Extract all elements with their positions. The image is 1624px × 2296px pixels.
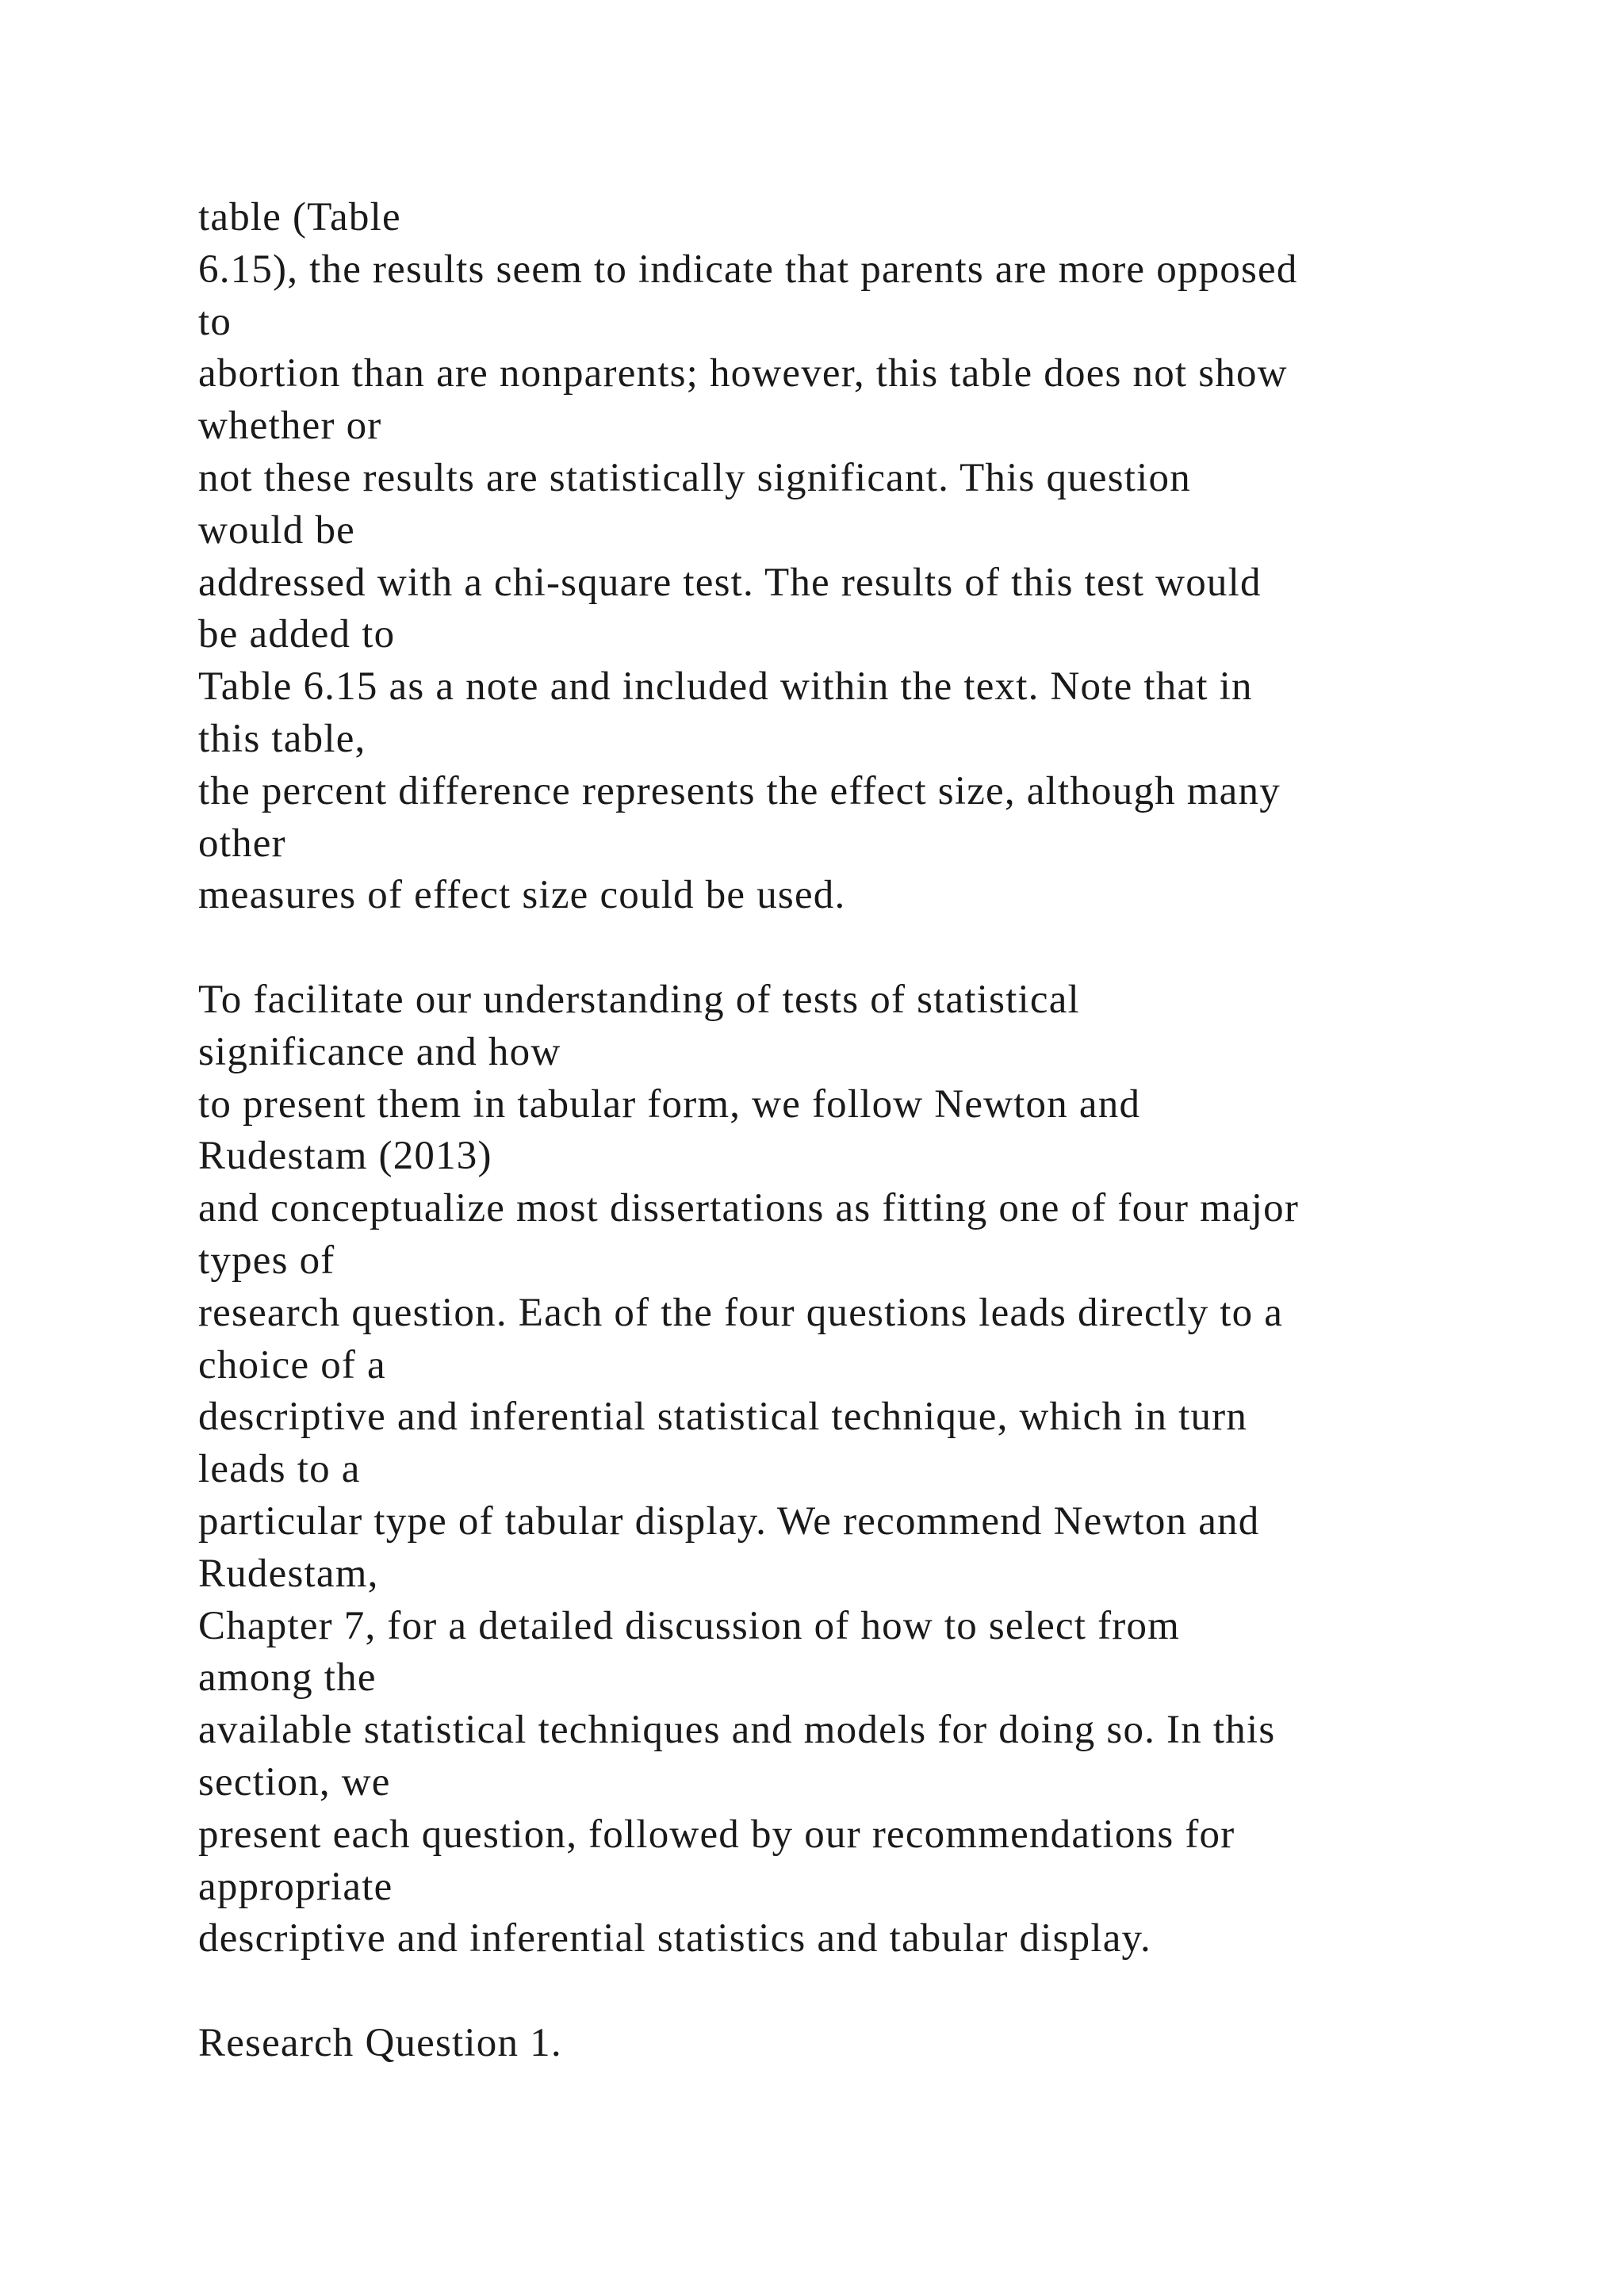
text-line: other — [198, 821, 286, 866]
text-line: to — [198, 299, 232, 344]
text-line: abortion than are nonparents; however, this table does not show — [198, 351, 1288, 396]
text-line: descriptive and inferential statistical technique, which in turn — [198, 1395, 1248, 1440]
text-line: be added to — [198, 612, 396, 657]
text-line: types of — [198, 1238, 335, 1283]
paragraph-gap — [198, 1965, 1515, 2018]
text-line: Rudestam, — [198, 1551, 379, 1596]
text-line: Table 6.15 as a note and included within the text. Note that in — [198, 664, 1253, 710]
text-line: to present them in tabular form, we follow Newton and — [198, 1081, 1141, 1127]
text-line: choice of a — [198, 1342, 386, 1387]
text-line: leads to a — [198, 1447, 361, 1492]
text-line: measures of effect size could be used. — [198, 873, 846, 918]
paragraph-2 — [198, 974, 1515, 1965]
section-heading — [198, 2018, 1515, 2070]
text-line: section, we — [198, 1759, 391, 1804]
text-line: this table, — [198, 716, 366, 761]
paragraph-gap — [198, 922, 1515, 974]
text-line: significance and how — [198, 1029, 561, 1074]
text-line: table (Table — [198, 195, 401, 239]
text-line: particular type of tabular display. We recommend Newton and — [198, 1498, 1260, 1544]
text-line: 6.15), the results seem to indicate that parents are more opposed — [198, 247, 1298, 292]
text-line: appropriate — [198, 1864, 393, 1909]
text-line: available statistical techniques and models for doing so. In this — [198, 1708, 1276, 1753]
document-page — [198, 192, 1515, 2070]
text-line: research question. Each of the four questions leads directly to a — [198, 1290, 1284, 1335]
text-line: the percent difference represents the effect size, although many — [198, 768, 1281, 813]
text-line: addressed with a chi-square test. The results of this test would — [198, 560, 1262, 605]
text-line: Rudestam (2013) — [198, 1134, 492, 1179]
text-line: Chapter 7, for a detailed discussion of how to select from — [198, 1603, 1181, 1648]
research-question-heading: Research Question 1. — [198, 2020, 562, 2065]
text-line: and conceptualize most dissertations as fitting one of four major — [198, 1186, 1300, 1231]
text-line: not these results are statistically significant. This question — [198, 455, 1191, 500]
paragraph-1 — [198, 192, 1515, 922]
text-line: whether or — [198, 404, 382, 449]
text-line: among the — [198, 1655, 377, 1701]
text-line: To facilitate our understanding of tests of statistical — [198, 977, 1080, 1022]
text-line: descriptive and inferential statistics and tabular display. — [198, 1916, 1151, 1961]
text-line: present each question, followed by our recommendations for — [198, 1812, 1235, 1857]
text-line: would be — [198, 507, 355, 553]
